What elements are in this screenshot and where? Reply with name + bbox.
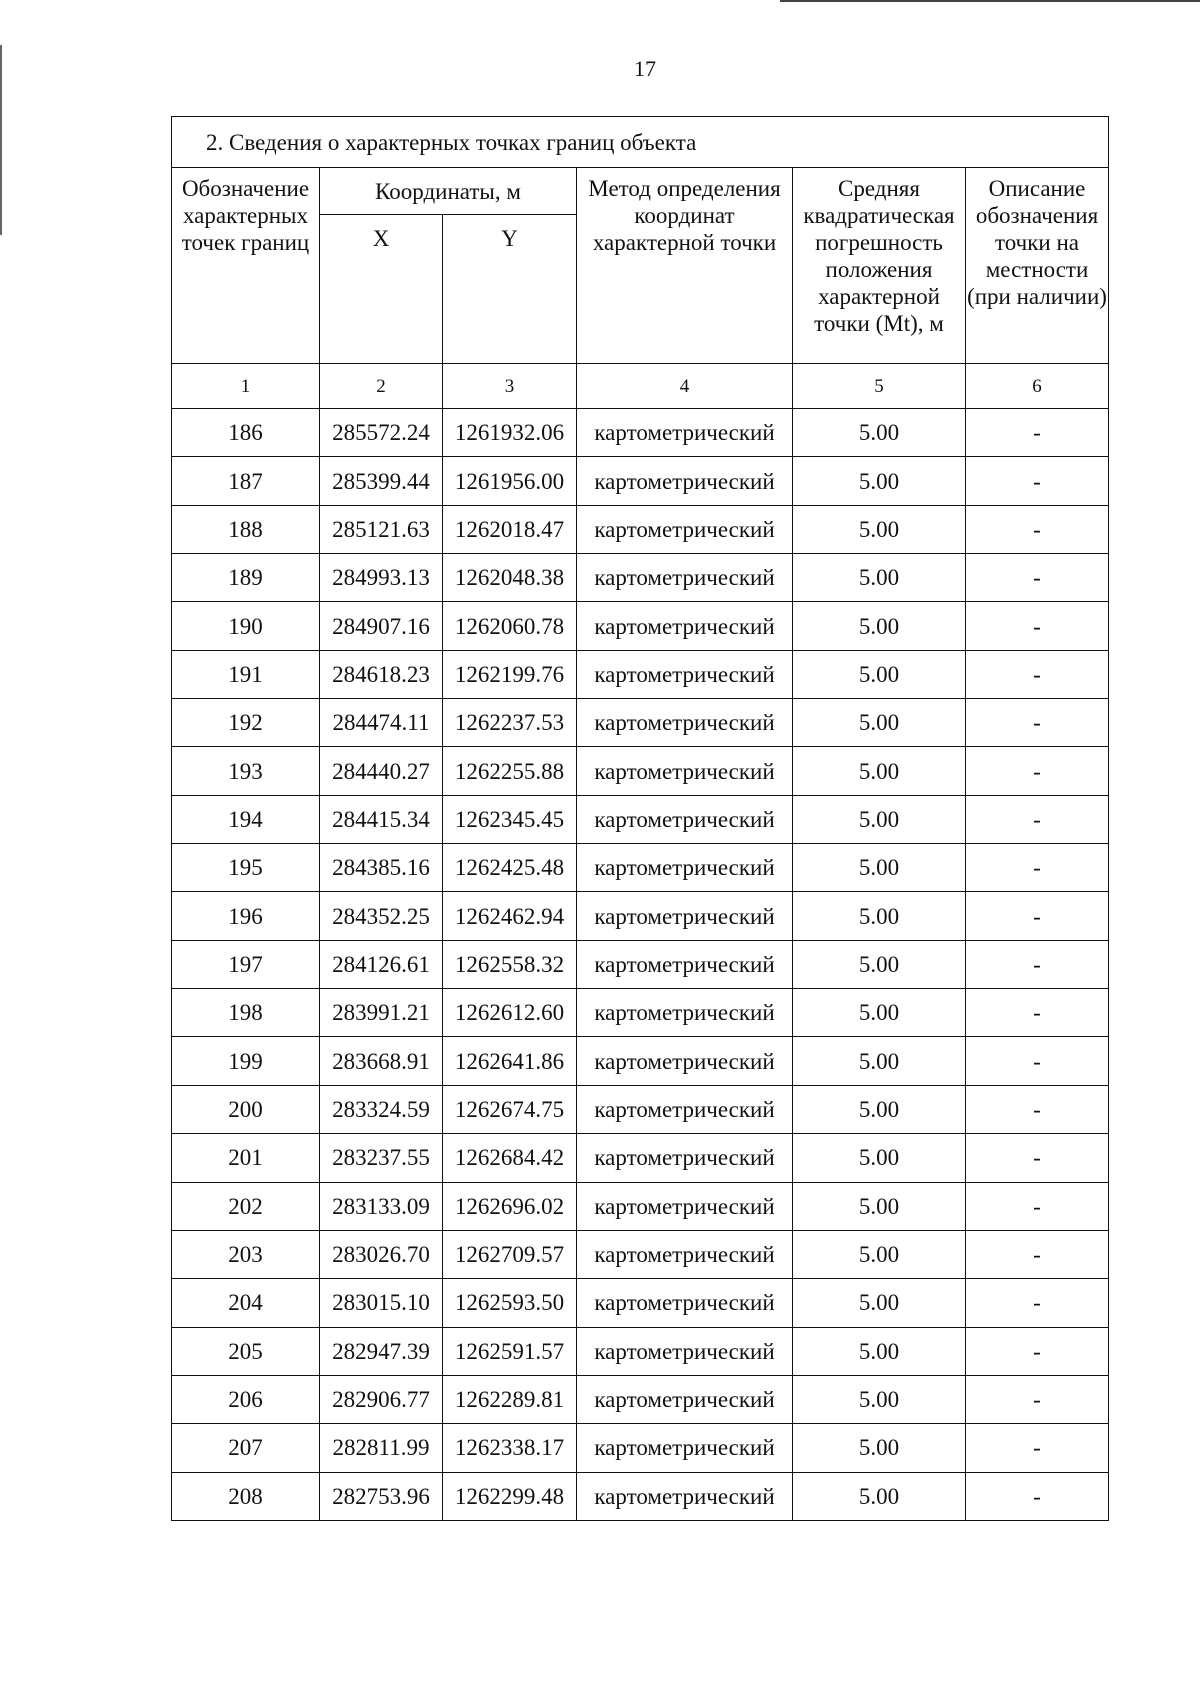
cell-x: 283133.09	[320, 1182, 443, 1230]
cell-error: 5.00	[793, 699, 966, 747]
cell-y: 1262425.48	[443, 844, 577, 892]
table-row	[172, 457, 1109, 505]
cell-y: 1262674.75	[443, 1085, 577, 1133]
column-number: 4	[577, 364, 793, 409]
cell-point: 202	[172, 1182, 320, 1230]
cell-x: 282947.39	[320, 1327, 443, 1375]
cell-error: 5.00	[793, 1279, 966, 1327]
section-title: 2. Сведения о характерных точках границ объекта	[172, 117, 1109, 168]
cell-method: картометрический	[577, 1230, 793, 1278]
cell-y: 1262462.94	[443, 892, 577, 940]
table-row	[172, 602, 1109, 650]
cell-method: картометрический	[577, 1182, 793, 1230]
table-row	[172, 892, 1109, 940]
cell-error: 5.00	[793, 795, 966, 843]
cell-error: 5.00	[793, 409, 966, 457]
cell-description: -	[966, 554, 1109, 602]
column-number: 2	[320, 364, 443, 409]
section-title-row	[172, 117, 1109, 168]
cell-x: 284993.13	[320, 554, 443, 602]
cell-error: 5.00	[793, 1472, 966, 1520]
cell-point: 190	[172, 602, 320, 650]
cell-description: -	[966, 1375, 1109, 1423]
cell-x: 285121.63	[320, 505, 443, 553]
cell-method: картометрический	[577, 409, 793, 457]
cell-x: 284415.34	[320, 795, 443, 843]
cell-x: 282811.99	[320, 1424, 443, 1472]
cell-description: -	[966, 989, 1109, 1037]
cell-point: 188	[172, 505, 320, 553]
cell-description: -	[966, 1230, 1109, 1278]
table-row	[172, 844, 1109, 892]
column-number-row	[172, 364, 1109, 409]
cell-description: -	[966, 892, 1109, 940]
cell-method: картометрический	[577, 457, 793, 505]
cell-y: 1262345.45	[443, 795, 577, 843]
cell-y: 1261956.00	[443, 457, 577, 505]
cell-error: 5.00	[793, 844, 966, 892]
cell-point: 206	[172, 1375, 320, 1423]
cell-y: 1262558.32	[443, 940, 577, 988]
header-x: X	[320, 215, 443, 364]
cell-description: -	[966, 457, 1109, 505]
table-row	[172, 1134, 1109, 1182]
cell-x: 282906.77	[320, 1375, 443, 1423]
cell-y: 1262299.48	[443, 1472, 577, 1520]
cell-description: -	[966, 844, 1109, 892]
table-row	[172, 989, 1109, 1037]
cell-description: -	[966, 1037, 1109, 1085]
cell-x: 284126.61	[320, 940, 443, 988]
cell-method: картометрический	[577, 1134, 793, 1182]
cell-point: 207	[172, 1424, 320, 1472]
table-row	[172, 795, 1109, 843]
cell-x: 283015.10	[320, 1279, 443, 1327]
table-row	[172, 409, 1109, 457]
table-row	[172, 554, 1109, 602]
cell-error: 5.00	[793, 1134, 966, 1182]
column-number: 1	[172, 364, 320, 409]
header-coordinates: Координаты, м	[320, 168, 577, 215]
table-row	[172, 1424, 1109, 1472]
cell-y: 1262696.02	[443, 1182, 577, 1230]
cell-y: 1262048.38	[443, 554, 577, 602]
cell-x: 284352.25	[320, 892, 443, 940]
header-mean-square-error: Средняя квадратическая погрешность положения характерной точки (Mt), м	[793, 168, 966, 364]
cell-point: 198	[172, 989, 320, 1037]
cell-x: 285399.44	[320, 457, 443, 505]
table-row	[172, 747, 1109, 795]
table-row	[172, 650, 1109, 698]
cell-error: 5.00	[793, 457, 966, 505]
cell-x: 283668.91	[320, 1037, 443, 1085]
cell-description: -	[966, 1085, 1109, 1133]
cell-y: 1262199.76	[443, 650, 577, 698]
cell-description: -	[966, 747, 1109, 795]
cell-y: 1262060.78	[443, 602, 577, 650]
cell-y: 1262612.60	[443, 989, 577, 1037]
cell-x: 283026.70	[320, 1230, 443, 1278]
cell-error: 5.00	[793, 892, 966, 940]
cell-y: 1262684.42	[443, 1134, 577, 1182]
column-number: 3	[443, 364, 577, 409]
cell-y: 1262255.88	[443, 747, 577, 795]
cell-point: 201	[172, 1134, 320, 1182]
cell-x: 283991.21	[320, 989, 443, 1037]
cell-x: 283237.55	[320, 1134, 443, 1182]
table-row	[172, 1375, 1109, 1423]
cell-method: картометрический	[577, 650, 793, 698]
cell-y: 1262641.86	[443, 1037, 577, 1085]
cell-method: картометрический	[577, 554, 793, 602]
header-method: Метод определения координат характерной точки	[577, 168, 793, 364]
cell-method: картометрический	[577, 747, 793, 795]
cell-description: -	[966, 1134, 1109, 1182]
table-row	[172, 1279, 1109, 1327]
cell-description: -	[966, 505, 1109, 553]
boundary-points-table	[171, 116, 1109, 1521]
cell-point: 192	[172, 699, 320, 747]
cell-error: 5.00	[793, 554, 966, 602]
cell-description: -	[966, 650, 1109, 698]
cell-point: 203	[172, 1230, 320, 1278]
cell-description: -	[966, 602, 1109, 650]
cell-method: картометрический	[577, 699, 793, 747]
cell-description: -	[966, 1279, 1109, 1327]
cell-method: картометрический	[577, 505, 793, 553]
cell-point: 199	[172, 1037, 320, 1085]
cell-point: 193	[172, 747, 320, 795]
cell-y: 1261932.06	[443, 409, 577, 457]
cell-error: 5.00	[793, 1424, 966, 1472]
cell-method: картометрический	[577, 940, 793, 988]
cell-y: 1262237.53	[443, 699, 577, 747]
cell-x: 284474.11	[320, 699, 443, 747]
header-row-1	[172, 168, 1109, 215]
cell-point: 197	[172, 940, 320, 988]
table-row	[172, 1230, 1109, 1278]
cell-error: 5.00	[793, 1230, 966, 1278]
cell-point: 205	[172, 1327, 320, 1375]
cell-description: -	[966, 1472, 1109, 1520]
table-row	[172, 940, 1109, 988]
cell-x: 285572.24	[320, 409, 443, 457]
cell-error: 5.00	[793, 1375, 966, 1423]
cell-point: 187	[172, 457, 320, 505]
cell-description: -	[966, 795, 1109, 843]
cell-point: 204	[172, 1279, 320, 1327]
table-row	[172, 1037, 1109, 1085]
cell-x: 282753.96	[320, 1472, 443, 1520]
table-row	[172, 1085, 1109, 1133]
header-point-designation: Обозначение характерных точек границ	[172, 168, 320, 364]
cell-error: 5.00	[793, 989, 966, 1037]
cell-x: 284907.16	[320, 602, 443, 650]
cell-x: 284385.16	[320, 844, 443, 892]
cell-error: 5.00	[793, 1085, 966, 1133]
cell-description: -	[966, 1327, 1109, 1375]
cell-error: 5.00	[793, 747, 966, 795]
cell-method: картометрический	[577, 1085, 793, 1133]
cell-method: картометрический	[577, 1424, 793, 1472]
cell-x: 283324.59	[320, 1085, 443, 1133]
cell-method: картометрический	[577, 844, 793, 892]
cell-error: 5.00	[793, 1037, 966, 1085]
scan-edge-top	[780, 0, 1200, 2]
page-number: 17	[634, 56, 656, 81]
cell-error: 5.00	[793, 650, 966, 698]
cell-point: 195	[172, 844, 320, 892]
cell-error: 5.00	[793, 1327, 966, 1375]
cell-y: 1262593.50	[443, 1279, 577, 1327]
cell-y: 1262591.57	[443, 1327, 577, 1375]
column-number: 5	[793, 364, 966, 409]
cell-point: 194	[172, 795, 320, 843]
cell-method: картометрический	[577, 602, 793, 650]
column-number: 6	[966, 364, 1109, 409]
header-y: Y	[443, 215, 577, 364]
cell-point: 189	[172, 554, 320, 602]
cell-point: 186	[172, 409, 320, 457]
cell-error: 5.00	[793, 940, 966, 988]
cell-y: 1262338.17	[443, 1424, 577, 1472]
cell-x: 284440.27	[320, 747, 443, 795]
cell-method: картометрический	[577, 892, 793, 940]
cell-point: 196	[172, 892, 320, 940]
cell-description: -	[966, 409, 1109, 457]
table-row	[172, 505, 1109, 553]
cell-y: 1262018.47	[443, 505, 577, 553]
cell-error: 5.00	[793, 505, 966, 553]
cell-method: картометрический	[577, 1375, 793, 1423]
table-row	[172, 1327, 1109, 1375]
table-row	[172, 699, 1109, 747]
cell-description: -	[966, 699, 1109, 747]
cell-x: 284618.23	[320, 650, 443, 698]
cell-y: 1262289.81	[443, 1375, 577, 1423]
header-description: Описание обозначения точки на местности (при наличии)	[966, 168, 1109, 364]
cell-description: -	[966, 1182, 1109, 1230]
cell-y: 1262709.57	[443, 1230, 577, 1278]
table-row	[172, 1472, 1109, 1520]
cell-error: 5.00	[793, 602, 966, 650]
cell-method: картометрический	[577, 1472, 793, 1520]
table-row	[172, 1182, 1109, 1230]
cell-error: 5.00	[793, 1182, 966, 1230]
cell-method: картометрический	[577, 1327, 793, 1375]
cell-method: картометрический	[577, 1037, 793, 1085]
cell-description: -	[966, 1424, 1109, 1472]
cell-point: 200	[172, 1085, 320, 1133]
cell-point: 208	[172, 1472, 320, 1520]
cell-point: 191	[172, 650, 320, 698]
cell-method: картометрический	[577, 989, 793, 1037]
cell-description: -	[966, 940, 1109, 988]
cell-method: картометрический	[577, 1279, 793, 1327]
cell-method: картометрический	[577, 795, 793, 843]
